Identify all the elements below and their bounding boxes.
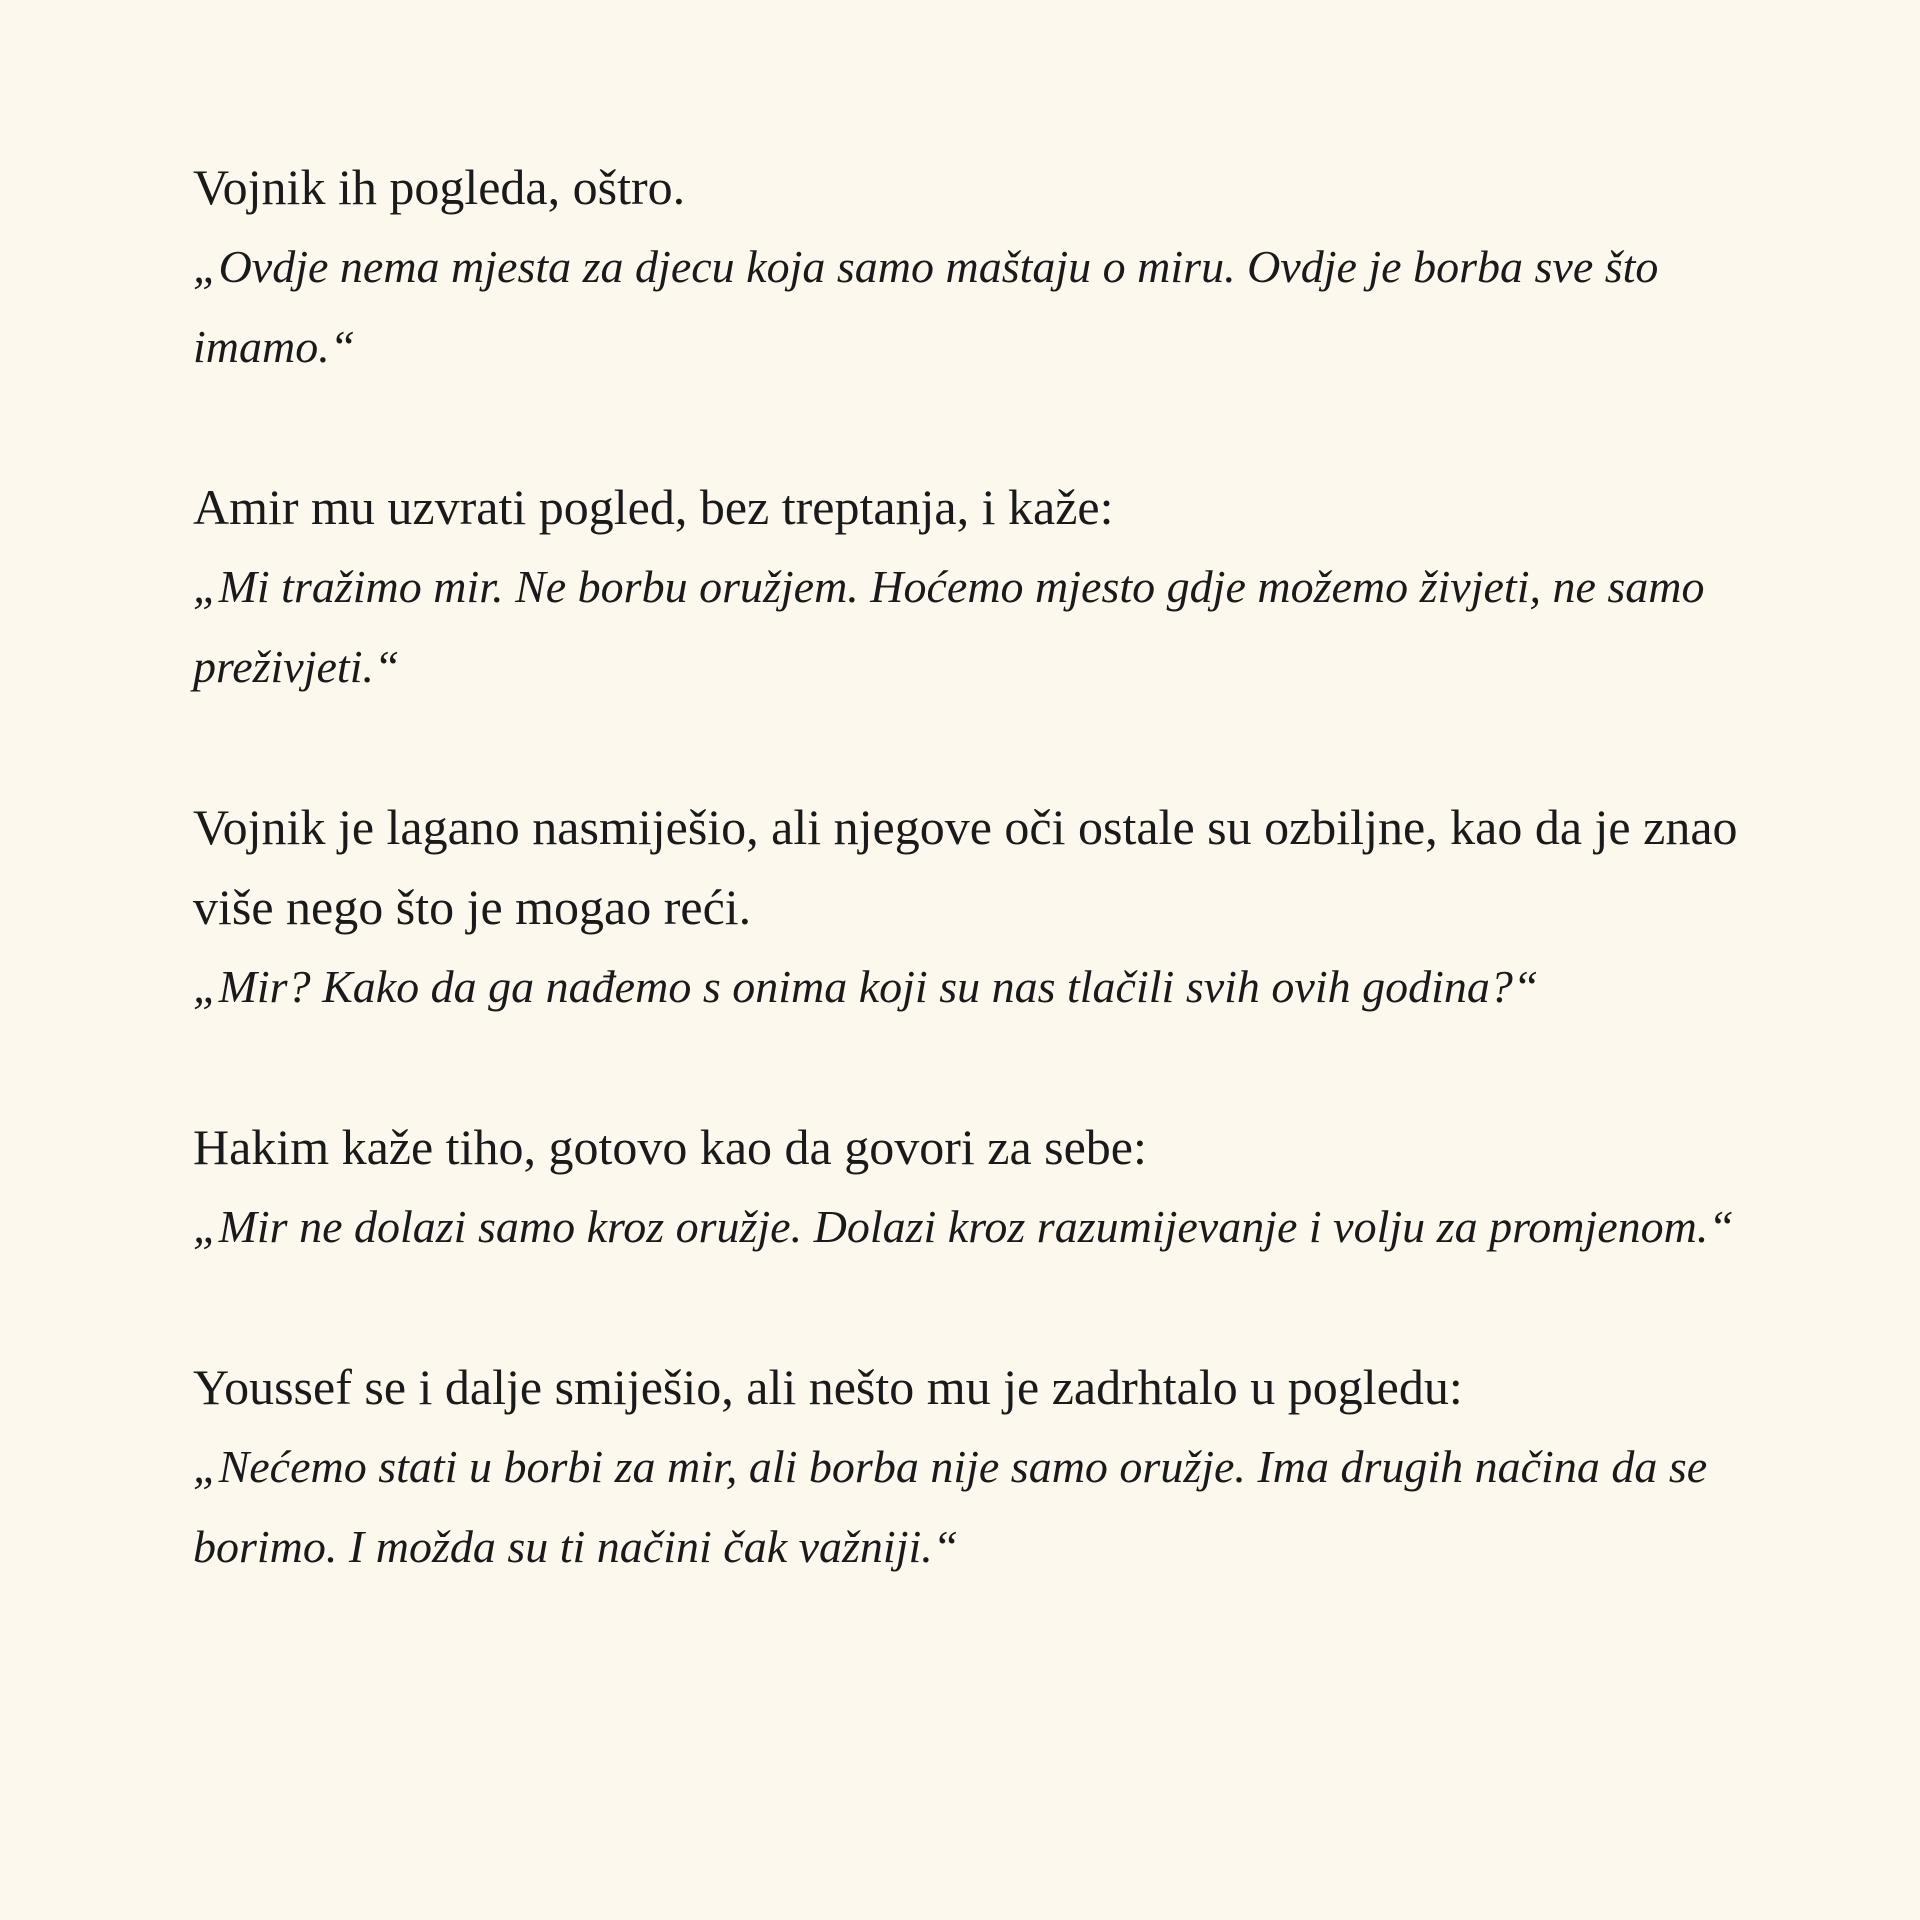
paragraph-1 [193,147,1753,387]
narration-text: Hakim kaže tiho, gotovo kao da govori za sebe: [193,1119,1147,1175]
dialogue-text: „Mi tražimo mir. Ne borbu oružjem. Hoćemo mjesto gdje možemo živjeti, ne samo preživjeti.“ [193,561,1705,692]
narration-text: Vojnik je lagano nasmiješio, ali njegove oči ostale su ozbiljne, kao da je znao više nego što je mogao reći. [193,799,1738,935]
dialogue-text: „Mir? Kako da ga nađemo s onima koji su nas tlačili svih ovih godina?“ [193,961,1539,1012]
narration-text: Vojnik ih pogleda, oštro. [193,159,686,215]
dialogue-text: „Nećemo stati u borbi za mir, ali borba nije samo oružje. Ima drugih načina da se borimo. I možda su ti načini čak važniji.“ [193,1441,1708,1572]
dialogue-text: „Mir ne dolazi samo kroz oružje. Dolazi kroz razumijevanje i volju za promjenom.“ [193,1201,1734,1252]
paragraph-4 [193,1107,1753,1267]
paragraph-3 [193,787,1753,1027]
story-page [193,147,1753,1667]
dialogue-text: „Ovdje nema mjesta za djecu koja samo maštaju o miru. Ovdje je borba sve što imamo.“ [193,241,1659,372]
paragraph-2 [193,467,1753,707]
narration-text: Youssef se i dalje smiješio, ali nešto mu je zadrhtalo u pogledu: [193,1359,1463,1415]
paragraph-5 [193,1347,1753,1587]
narration-text: Amir mu uzvrati pogled, bez treptanja, i kaže: [193,479,1114,535]
